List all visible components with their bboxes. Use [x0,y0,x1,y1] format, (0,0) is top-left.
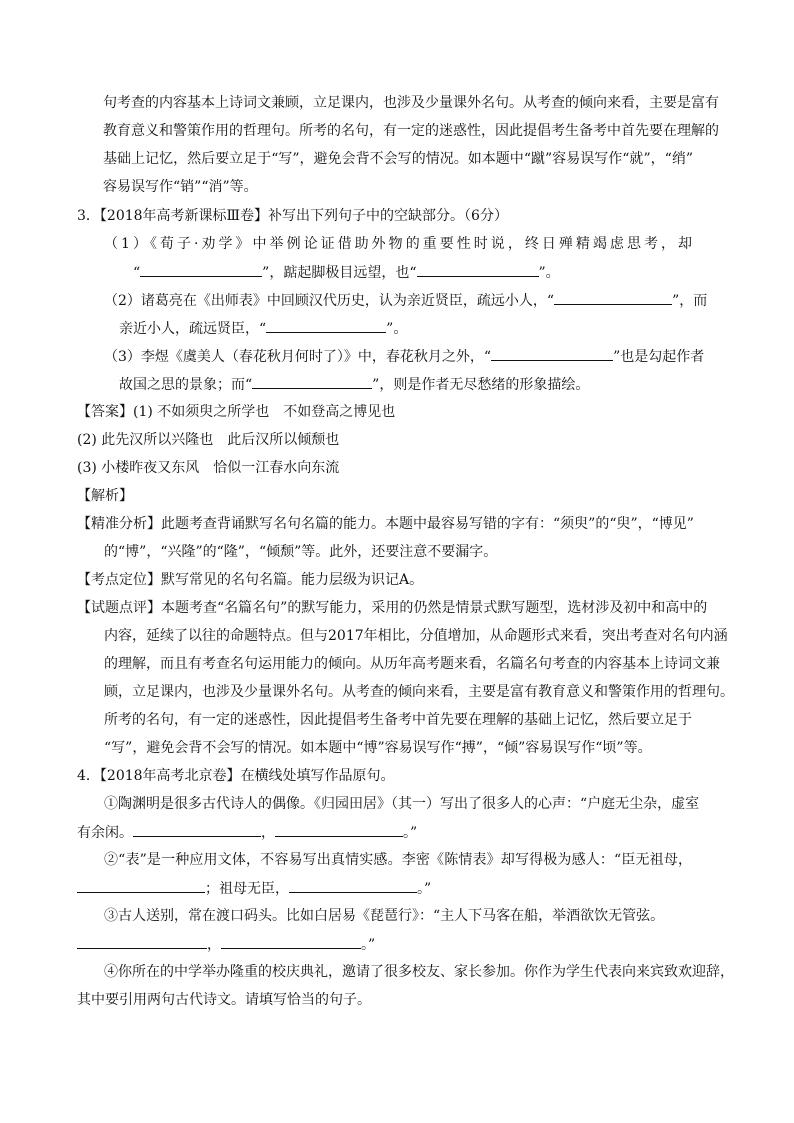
q3-blank-4[interactable] [266,318,386,333]
answer-1: (1) 不如须臾之所学也 不如登高之博见也 [133,404,396,420]
knowledge-point-label: 【考点定位】 [77,572,161,588]
precise-analysis-label: 【精准分析】 [77,516,161,532]
q4-item-3-line-2: ， 。” [77,934,375,955]
q4-item-1-line-1: ①陶渊明是很多古代诗人的偶像。《归园田居》（其一）写出了很多人的心声：“户庭无尘杂，虚室 [104,796,700,812]
q4-item-3-line-1: ③古人送别，常在渡口码头。比如白居易《琵琶行》：“主人下马客在船，举酒欲饮无管弦。 [104,908,665,924]
q4-instruction: 在横线处填写作品原句。 [240,768,395,784]
q4-number: 4． [77,768,100,784]
q3-sentence-2-line-1: （2）诸葛亮在《出师表》中回顾汉代历史，认为亲近贤臣，疏远小人，“ ”，而 [104,290,692,311]
q3-blank-1[interactable] [140,262,262,277]
q3-sentence-3-line-1: （3）李煜《虞美人（春花秋月何时了）》中，春花秋月之外，“ ”也是勾起作者 [104,346,704,367]
q3-blank-6[interactable] [252,374,372,389]
q4-blank-3[interactable] [77,878,205,893]
comment-line-4: 顾，立足课内，也涉及少量课外名句。从考查的倾向来看，主要是富有教育意义和警策作用的哲理句。 [104,684,734,700]
q3-source: 【2018年高考新课标Ⅲ卷】 [99,208,269,224]
q3-blank-3[interactable] [554,290,672,305]
q3-sentence-2-line-2: 亲近小人，疏远贤臣，“ ”。 [119,318,407,339]
comment-label: 【试题点评】 [77,600,161,616]
q3-answer-3: (3) 小楼昨夜又东风 恰似一江春水向东流 [77,460,340,476]
precise-analysis-line-2: 的“博”，“兴隆”的“隆”，“倾颓”等。此外，还要注意不要漏字。 [104,544,498,560]
q3-answer-2: (2) 此先汉所以兴隆也 此后汉所以倾颓也 [77,432,340,448]
q4-blank-5[interactable] [77,934,207,949]
q2-comment-line-1: 句考查的内容基本上诗词文兼顾，立足课内，也涉及少量课外名句。从考查的倾向来看，主要是富有 [103,95,719,111]
q4-item-2-line-1: ②“表”是一种应用文体，不容易写出真情实感。李密《陈情表》却写得极为感人：“臣无祖母， [104,852,692,868]
comment-line-3: 的理解，而且有考查名句运用能力的倾向。从历年高考题来看，名篇名句考查的内容基本上诗词文兼 [104,656,720,672]
q4-item-1-line-2: 有余闲。 ， 。” [77,822,417,843]
q4-blank-2[interactable] [275,822,403,837]
q4-blank-1[interactable] [133,822,261,837]
q2-comment-line-4: 容易误写作“销”“消”等。 [103,179,258,195]
q4-item-4-line-2: 其中要引用两句古代诗文。请填写恰当的句子。 [77,992,371,1008]
precise-analysis-line-1: 【精准分析】此题考查背诵默写名句名篇的能力。本题中最容易写错的字有：“须臾”的“臾”，“博见” [77,516,694,532]
comment-line-2: 内容，延续了以往的命题特点。但与2017年相比，分值增加，从命题形式来看，突出考查对名句内涵 [104,628,728,644]
q3-number: 3． [77,208,100,224]
knowledge-point-line: 【考点定位】默写常见的名句名篇。能力层级为识记A。 [77,572,424,588]
q4-source: 【2018年高考北京卷】 [99,768,241,784]
q3-sentence-1-line-1: （1）《荀子·劝学》中举例论证借助外物的重要性时说，终日殚精竭虑思考，却 [104,236,692,252]
answer-label: 【答案】 [77,404,133,420]
q4-item-4-line-1: ④你所在的中学举办隆重的校庆典礼，邀请了很多校友、家长参加。你作为学生代表向来宾致欢迎辞， [104,964,734,980]
q3-blank-5[interactable] [491,346,613,361]
q4-heading [77,766,395,786]
q4-blank-4[interactable] [289,878,417,893]
q4-blank-6[interactable] [221,934,361,949]
q4-item-2-line-2: ；祖母无臣， 。” [77,878,431,899]
q3-heading [77,206,508,226]
q2-comment-line-2: 教育意义和警策作用的哲理句。所考的名句，有一定的迷惑性，因此提倡考生备考中首先要在理解的 [103,123,719,139]
q3-sentence-3-line-2: 故国之思的景象；而“ ”，则是作者无尽愁绪的形象描绘。 [119,374,589,395]
comment-line-1: 【试题点评】本题考查“名篇名句”的默写能力，采用的仍然是情景式默写题型，选材涉及初中和高中的 [77,600,708,616]
q3-instruction: 补写出下列句子中的空缺部分。（6分） [268,208,508,224]
comment-line-6: “写”，避免会背不会写的情况。如本题中“博”容易误写作“搏”，“倾”容易误写作“顷”等。 [104,740,652,756]
analysis-label: 【解析】 [77,488,133,504]
q3-blank-2[interactable] [417,262,539,277]
comment-line-5: 所考的名句，有一定的迷惑性，因此提倡考生备考中首先要在理解的基础上记忆，然后要立足于 [104,712,692,728]
q2-comment-line-3: 基础上记忆，然后要立足于“写”，避免会背不会写的情况。如本题中“蹴”容易误写作“就”，“绡” [103,151,693,167]
q3-answer-line-1 [77,402,395,422]
q3-sentence-1-line-2: “ ”，踮起脚极目远望，也“ ”。 [133,262,560,283]
